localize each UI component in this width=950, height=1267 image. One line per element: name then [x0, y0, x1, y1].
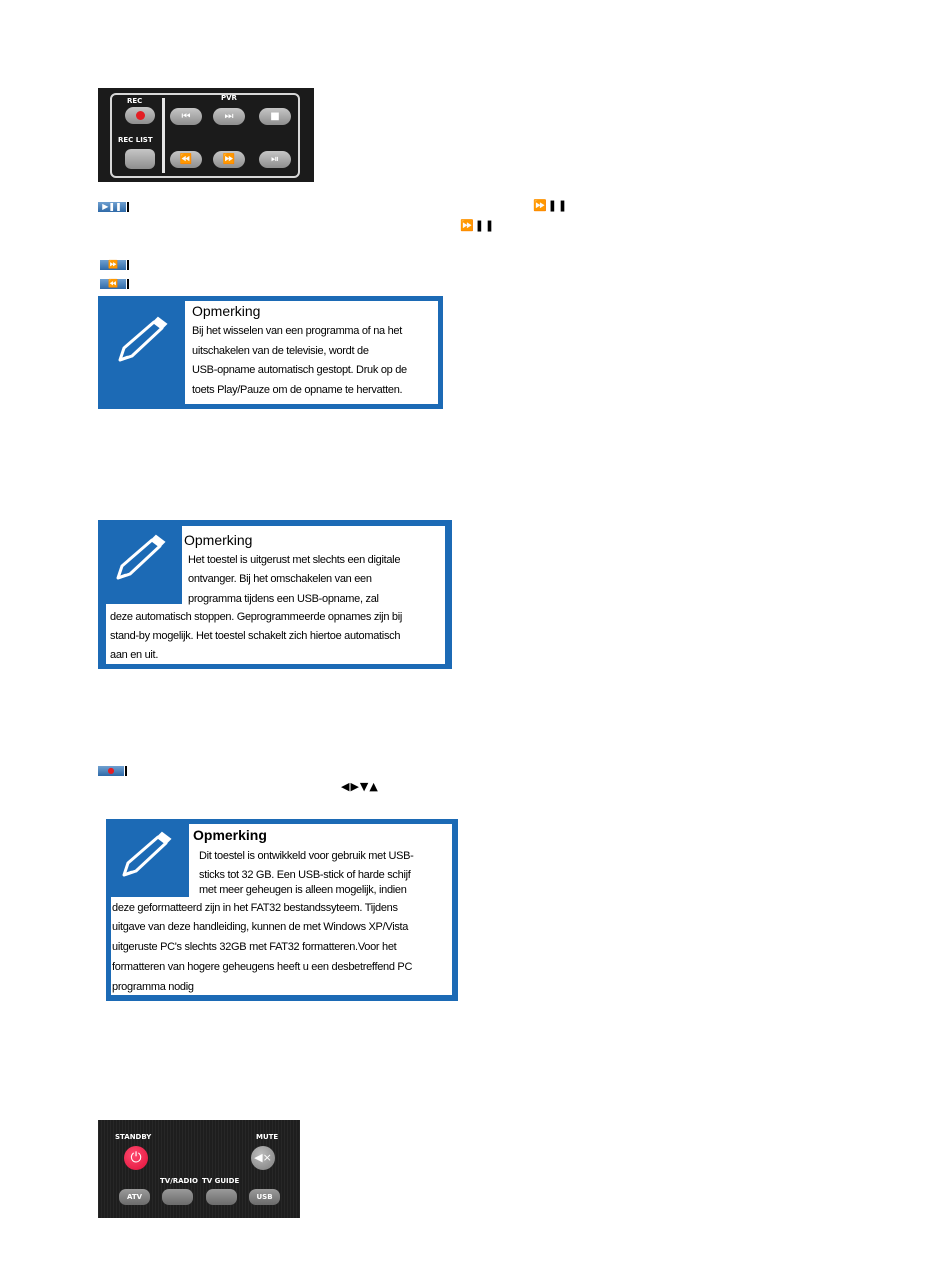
- rec-list-button: [125, 149, 155, 169]
- standby-label: STANDBY: [115, 1133, 152, 1141]
- mute-button: [251, 1146, 275, 1170]
- rewind-icon: ⏪: [179, 154, 193, 165]
- tv-guide-label: TV GUIDE: [202, 1177, 240, 1185]
- pvr-divider: [162, 98, 165, 173]
- record-icon: [98, 766, 124, 776]
- play-pause-symbol: ⏩❚❚: [460, 219, 496, 232]
- fast-forward-icon: ⏩: [100, 260, 126, 270]
- skip-forward-icon: ⏭: [224, 111, 234, 122]
- rec-list-label: REC LIST: [118, 136, 153, 144]
- note-line: deze geformatteerd zijn in het FAT32 bestandssyteem. Tijdens: [112, 902, 398, 914]
- play-pause-symbol: ⏩❚❚: [533, 199, 569, 212]
- note-line: toets Play/Pauze om de opname te hervatten.: [192, 384, 403, 396]
- note-title: Opmerking: [193, 827, 267, 843]
- standby-button: [124, 1146, 148, 1170]
- record-dot-icon: ●: [107, 766, 115, 775]
- pencil-icon: [114, 316, 170, 364]
- note-line: met meer geheugen is alleen mogelijk, indien: [199, 884, 407, 896]
- note-line: Dit toestel is ontwikkeld voor gebruik met USB-: [199, 850, 414, 862]
- pencil-icon: [112, 534, 168, 582]
- note-panel: [185, 301, 438, 404]
- note-line: uitgeruste PC's slechts 32GB met FAT32 formatteren.Voor het: [112, 941, 397, 953]
- note-line: programma nodig: [112, 981, 194, 993]
- note-line: ontvanger. Bij het omschakelen van een: [188, 573, 372, 585]
- note-box: [98, 520, 452, 669]
- play-pause-button: [259, 151, 291, 168]
- rewind-icon: ⏪: [100, 279, 126, 289]
- pvr-remote-image: [98, 88, 314, 182]
- atv-button: [119, 1189, 150, 1205]
- skip-back-button: [170, 108, 202, 125]
- atv-label: ATV: [126, 1193, 143, 1201]
- record-dot-icon: [136, 111, 145, 120]
- note-box: [106, 819, 458, 1001]
- mute-label: MUTE: [256, 1133, 279, 1141]
- play-pause-icon: ▶❚❚: [98, 202, 126, 212]
- skip-back-icon: ⏮: [181, 111, 191, 122]
- note-line: uitgave van deze handleiding, kunnen de met Windows XP/Vista: [112, 921, 409, 933]
- usb-button: [249, 1189, 280, 1205]
- rewind-button: [170, 151, 202, 168]
- note-line: programma tijdens een USB-opname, zal: [188, 593, 379, 605]
- pencil-icon: [118, 831, 174, 879]
- mute-icon: ◀×: [254, 1151, 272, 1164]
- note-line: deze automatisch stoppen. Geprogrammeerde opnames zijn bij: [110, 611, 402, 623]
- note-line: stand-by mogelijk. Het toestel schakelt zich hiertoe automatisch: [110, 630, 401, 642]
- tv-radio-button: [162, 1189, 193, 1205]
- remote-control-image: [98, 1120, 300, 1218]
- fast-forward-button: [213, 151, 245, 168]
- note-line: aan en uit.: [110, 649, 159, 661]
- skip-forward-button: [213, 108, 245, 125]
- arrow-keys-symbols: ◀▶▼▲: [341, 780, 379, 793]
- stop-button: [259, 108, 291, 125]
- note-title: Opmerking: [192, 303, 261, 319]
- fast-forward-icon: ⏩: [222, 154, 236, 165]
- tv-guide-button: [206, 1189, 237, 1205]
- note-line: Bij het wisselen van een programma of na het: [192, 325, 402, 337]
- note-box: [98, 296, 443, 409]
- rec-label: REC: [127, 97, 143, 105]
- usb-label: USB: [256, 1193, 273, 1201]
- rec-button: [125, 107, 155, 124]
- power-icon: ⏻: [130, 1150, 142, 1166]
- note-title: Opmerking: [184, 532, 253, 548]
- note-line: USB-opname automatisch gestopt. Druk op de: [192, 364, 407, 376]
- tv-radio-label: TV/RADIO: [160, 1177, 198, 1185]
- note-line: uitschakelen van de televisie, wordt de: [192, 345, 369, 357]
- play-pause-icon: ⏯: [271, 154, 279, 165]
- note-line: sticks tot 32 GB. Een USB-stick of harde schijf: [199, 869, 411, 881]
- stop-icon: ■: [270, 111, 280, 122]
- note-line: formatteren van hogere geheugens heeft u een desbetreffend PC: [112, 961, 413, 973]
- note-line: Het toestel is uitgerust met slechts een digitale: [188, 554, 401, 566]
- pvr-label: PVR: [221, 94, 237, 102]
